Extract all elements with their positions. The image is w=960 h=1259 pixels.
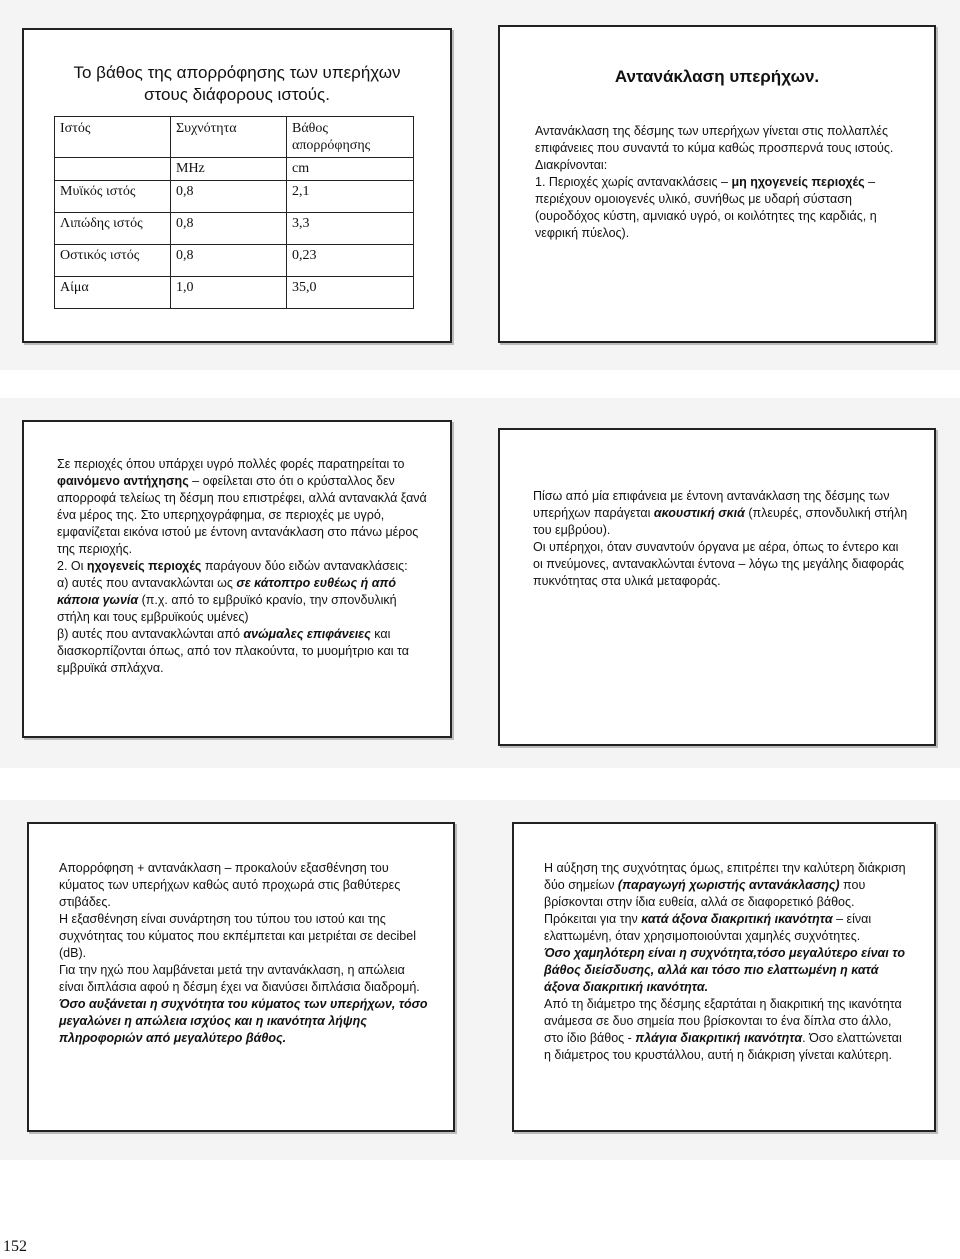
text: –περιέχουν ομοιογενές υλικό, συνήθως με υδαρή σύσταση (ουροδόχος κύστη, αμνιακό υγρό, οι κοιλότητες της καρδιάς, η νεφρική πύελος). bbox=[535, 175, 877, 240]
paragraph: Διακρίνονται: bbox=[535, 158, 608, 172]
slide-2-body bbox=[535, 123, 905, 242]
paragraph: Όσο χαμηλότερη είναι η συχνότητα,τόσο μεγαλύτερο είναι το βάθος διείσδυσης, αλλά και τόσο πιο ελαττωμένη η κατά άξονα διακριτική ικανότητα. bbox=[544, 946, 905, 994]
slide-6-body bbox=[544, 860, 909, 1064]
text: – είναι ελαττωμένη, όταν χρησιμοποιούνται χαμηλές συχνότητες. bbox=[544, 912, 872, 943]
paragraph bbox=[533, 488, 908, 539]
emphasis-text: (παραγωγή χωριστής αντανάκλασης) bbox=[617, 878, 840, 892]
slide-1-title-line1: Το βάθος της απορρόφησης των υπερήχων bbox=[73, 63, 401, 82]
paragraph: Απορρόφηση + αντανάκλαση – προκαλούν εξασθένηση του κύματος των υπερήχων καθώς αυτό προχωρά στις βαθύτερες στιβάδες. bbox=[59, 861, 401, 909]
paragraph: Η εξασθένηση είναι συνάρτηση του τύπου του ιστού και της συχνότητας του κύματος που εκπέμπεται και μετριέται σε decibel (dB). bbox=[59, 912, 416, 960]
table-cell: Αίμα bbox=[55, 277, 171, 309]
emphasis-text: ηχογενείς περιοχές bbox=[86, 559, 202, 573]
paragraph bbox=[544, 911, 909, 945]
text: α) αυτές που αντανακλώνται ως bbox=[57, 576, 237, 590]
emphasis-text: σε κάτοπτρο ευθέως ή από κάποια γωνία bbox=[57, 576, 396, 607]
paragraph: Αντανάκλαση της δέσμης των υπερήχων γίνεται στις πολλαπλές επιφάνειες που συναντά το κύμα καθώς προσπερνά τους ιστούς. bbox=[535, 124, 894, 155]
table-cell: Οστικός ιστός bbox=[55, 245, 171, 277]
text: (π.χ. από το εμβρυϊκό κρανίο, την σπονδυλική στήλη και τους εμβρυϊκούς υμένες) bbox=[57, 593, 397, 624]
slide-1-title bbox=[24, 62, 450, 106]
text: . Όσο ελαττώνεται η διάμετρος του κρυστάλλου, αυτή η διάκριση γίνεται καλύτερη. bbox=[544, 1031, 902, 1062]
unit-tissue bbox=[55, 158, 171, 181]
slide-1 bbox=[22, 28, 452, 343]
slide-5-body bbox=[59, 860, 429, 1047]
header-tissue: Ιστός bbox=[55, 117, 171, 158]
table-units-row bbox=[55, 158, 414, 181]
text: Σε περιοχές όπου υπάρχει υγρό πολλές φορές παρατηρείται το bbox=[57, 457, 405, 471]
slide-3-body bbox=[57, 456, 427, 677]
page-number: 152 bbox=[3, 1238, 27, 1255]
slide-3 bbox=[22, 420, 452, 738]
text: που βρίσκονται στην ίδια ευθεία, αλλά σε διαφορετικό βάθος. bbox=[544, 878, 866, 909]
emphasis-text: μη ηχογενείς περιοχές bbox=[731, 175, 865, 189]
table-row bbox=[55, 245, 414, 277]
slide-4-body bbox=[533, 488, 908, 590]
table-row bbox=[55, 277, 414, 309]
slide-5 bbox=[27, 822, 455, 1132]
slide-4 bbox=[498, 428, 936, 746]
table-cell: 0,8 bbox=[171, 245, 287, 277]
emphasis-text: ανώμαλες επιφάνειες bbox=[243, 627, 371, 641]
paragraph: Όσο αυξάνεται η συχνότητα του κύματος των υπερήχων, τόσο μεγαλώνει η απώλεια ισχύος και η ικανότητα λήψης πληροφοριών από μεγαλύτερο βάθος. bbox=[59, 997, 428, 1045]
table-cell: 1,0 bbox=[171, 277, 287, 309]
paragraph: Για την ηχώ που λαμβάνεται μετά την αντανάκλαση, η απώλεια είναι διπλάσια αφού η δέσμη έχει να διανύσει διπλάσια διαδρομή. bbox=[59, 963, 420, 994]
text: 2. Οι bbox=[57, 559, 87, 573]
paragraph bbox=[57, 575, 427, 626]
table-cell: 2,1 bbox=[287, 181, 414, 213]
table-row bbox=[55, 213, 414, 245]
table-cell: 3,3 bbox=[287, 213, 414, 245]
paragraph bbox=[57, 626, 427, 677]
paragraph bbox=[57, 558, 427, 575]
table-cell: Μυϊκός ιστός bbox=[55, 181, 171, 213]
text: Από τη διάμετρο της δέσμης εξαρτάται η διακριτική της ικανότητα ανάμεσα σε δυο σημεία που βρίσκονται το ένα δίπλα στο άλλο, στο ίδιο βάθος - bbox=[544, 997, 902, 1045]
text: και διασκορπίζονται όπως, από τον πλακούντα, το μυομήτριο και τα εμβρυϊκά σπλάχνα. bbox=[57, 627, 409, 675]
table-cell: Λιπώδης ιστός bbox=[55, 213, 171, 245]
table-header-row bbox=[55, 117, 414, 158]
slide-1-title-line2: στους διάφορους ιστούς. bbox=[144, 85, 330, 104]
emphasis-text: πλάγια διακριτική ικανότητα bbox=[635, 1031, 803, 1045]
text: Πίσω από μία επιφάνεια με έντονη αντανάκλαση της δέσμης των υπερήχων παράγεται bbox=[533, 489, 890, 520]
unit-depth: cm bbox=[287, 158, 414, 181]
text: 1. Περιοχές χωρίς αντανακλάσεις – bbox=[535, 175, 732, 189]
table-cell: 35,0 bbox=[287, 277, 414, 309]
slide-2 bbox=[498, 25, 936, 343]
table-row bbox=[55, 181, 414, 213]
header-frequency: Συχνότητα bbox=[171, 117, 287, 158]
paragraph bbox=[535, 174, 905, 242]
table-cell: 0,8 bbox=[171, 181, 287, 213]
paragraph bbox=[57, 456, 427, 558]
text: Η αύξηση της συχνότητας όμως, επιτρέπει την καλύτερη διάκριση δύο σημείων bbox=[544, 861, 906, 892]
emphasis-text: ακουστική σκιά bbox=[653, 506, 745, 520]
text: – οφείλεται στο ότι ο κρύσταλλος δεν απορροφά τελείως τη δέσμη που επιστρέφει, αλλά αντανακλά ξανά ένα μέρος της. Στο υπερηχογράφημα, σε περιοχές με υγρό, εμφανίζεται εικόνα ιστού με έντονη αντανάκλαση στο πάνω μέρος της περιοχής. bbox=[57, 474, 427, 556]
unit-frequency: MHz bbox=[171, 158, 287, 181]
emphasis-text: φαινόμενο αντήχησης bbox=[57, 474, 189, 488]
text: Πρόκειται για την bbox=[544, 912, 642, 926]
slide-2-title: Αντανάκλαση υπερήχων. bbox=[614, 67, 820, 86]
text: β) αυτές που αντανακλώνται από bbox=[57, 627, 244, 641]
slide-6 bbox=[512, 822, 936, 1132]
table-cell: 0,23 bbox=[287, 245, 414, 277]
emphasis-text: κατά άξονα διακριτική ικανότητα bbox=[641, 912, 833, 926]
text: παράγουν δύο ειδών αντανακλάσεις: bbox=[201, 559, 408, 573]
paragraph bbox=[544, 996, 909, 1064]
text: (πλευρές, σπονδυλική στήλη του εμβρύου). bbox=[533, 506, 908, 537]
header-depth: Βάθος απορρόφησης bbox=[287, 117, 414, 158]
table-cell: 0,8 bbox=[171, 213, 287, 245]
paragraph bbox=[544, 860, 909, 911]
absorption-depth-table bbox=[54, 116, 414, 309]
paragraph: Οι υπέρηχοι, όταν συναντούν όργανα με αέρα, όπως το έντερο και οι πνεύμονες, αντανακλώνται έντονα – λόγω της μεγάλης διαφοράς πυκνότητας στα υλικά μεταφοράς. bbox=[533, 540, 905, 588]
